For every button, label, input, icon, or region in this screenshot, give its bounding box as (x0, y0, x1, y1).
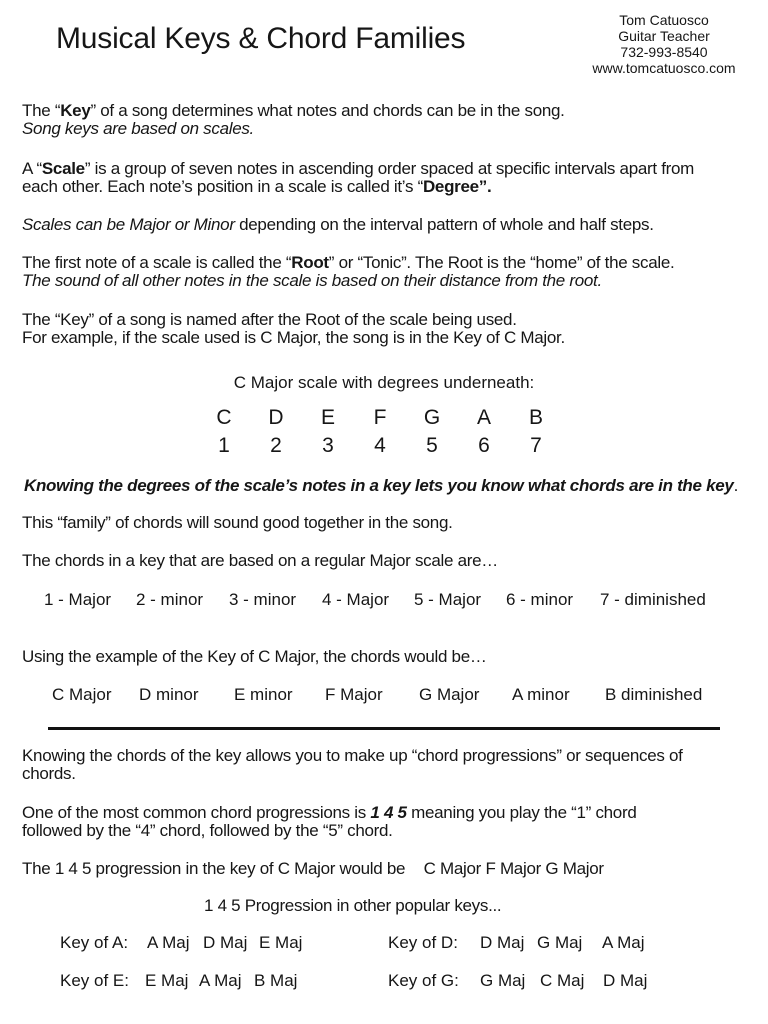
key-chord: D Maj (480, 933, 525, 952)
text: The 1 4 5 progression in the key of C Major would be (22, 859, 406, 878)
key-chord: A Maj (199, 971, 242, 990)
scale-note: C (216, 406, 232, 429)
key-label: Key of A: (60, 933, 129, 952)
key-chord: B Maj (254, 971, 298, 990)
text: depending on the interval pattern of whole and half steps. (234, 215, 654, 234)
scale-degree: 7 (530, 434, 542, 457)
chord-quality: 5 - Major (414, 590, 482, 609)
key-chord: C Maj (540, 971, 585, 990)
major-scale-line: The chords in a key that are based on a regular Major scale are… (22, 551, 498, 570)
text: The “ (22, 101, 61, 120)
page-title: Musical Keys & Chord Families (56, 22, 466, 55)
text: The “Key” of a song is named after the Root of the scale being used. (22, 310, 517, 329)
chord-name: D minor (139, 685, 199, 704)
text: meaning you play the “1” chord (406, 803, 637, 822)
progressions-intro (22, 747, 683, 783)
chord-quality: 7 - diminished (600, 590, 706, 609)
key-row (0, 933, 768, 955)
section-divider (48, 727, 720, 730)
chord-quality: 6 - minor (506, 590, 574, 609)
contact-info (574, 12, 754, 76)
key-chord: D Maj (603, 971, 648, 990)
chord-name: E minor (234, 685, 293, 704)
scale-degree: 1 (218, 434, 230, 457)
chord-name: A minor (512, 685, 570, 704)
key-definition (22, 102, 565, 138)
scale-caption: C Major scale with degrees underneath: (233, 373, 535, 392)
degrees-statement (24, 477, 738, 495)
chord-quality: 1 - Major (44, 590, 112, 609)
c-major-progression (22, 860, 604, 878)
scale-degree: 6 (478, 434, 490, 457)
chord-quality: 3 - minor (229, 590, 297, 609)
scale-note: F (373, 406, 387, 429)
contact-phone: 732-993-8540 (620, 44, 708, 60)
text: followed by the “4” chord, followed by the “5” chord. (22, 821, 393, 840)
scale-degree: 4 (374, 434, 386, 457)
scale-notes (198, 406, 562, 430)
chord-quality: 2 - minor (136, 590, 204, 609)
scale-note: B (528, 406, 543, 429)
common-progression (22, 804, 636, 840)
key-chord: G Maj (480, 971, 526, 990)
text: Scales can be Major or Minor (22, 215, 235, 234)
text: each other. Each note’s position in a scale is called it’s “ (22, 177, 423, 196)
key-chord: E Maj (259, 933, 303, 952)
contact-website: www.tomcatuosco.com (592, 60, 736, 76)
text: chords. (22, 764, 76, 783)
key-note: Song keys are based on scales. (22, 119, 254, 138)
text: The first note of a scale is called the “ (22, 253, 292, 272)
key-chord: A Maj (147, 933, 190, 952)
scale-degree: 2 (270, 434, 282, 457)
text: Knowing the chords of the key allows you to make up “chord progressions” or sequences of (22, 746, 683, 765)
contact-role: Guitar Teacher (618, 28, 710, 44)
chord-qualities (0, 590, 768, 612)
emphasis-text: Knowing the degrees of the scale’s notes in a key lets you know what chords are in the key (24, 476, 734, 495)
root-definition (22, 254, 674, 290)
text: For example, if the scale used is C Major, the song is in the Key of C Major. (22, 328, 565, 347)
root-term: Root (291, 253, 329, 272)
scale-types (22, 216, 654, 234)
c-major-chords (0, 685, 768, 707)
example-line: Using the example of the Key of C Major, the chords would be… (22, 647, 487, 666)
other-keys-caption: 1 4 5 Progression in other popular keys... (204, 896, 502, 915)
chord-name: C Major (52, 685, 112, 704)
chord-quality: 4 - Major (322, 590, 390, 609)
progression-chords: C Major F Major G Major (423, 859, 604, 878)
key-chord: E Maj (145, 971, 189, 990)
scale-note: A (476, 406, 491, 429)
key-chord: A Maj (602, 933, 645, 952)
key-chord: G Maj (537, 933, 583, 952)
key-label: Key of D: (388, 933, 458, 952)
text: ” of a song determines what notes and chords can be in the song. (90, 101, 565, 120)
progression-numbers: 1 4 5 (370, 803, 407, 822)
chord-name: F Major (325, 685, 383, 704)
scale-degrees (198, 434, 562, 458)
scale-note: D (268, 406, 284, 429)
key-chord: D Maj (203, 933, 248, 952)
key-label: Key of G: (388, 971, 459, 990)
scale-degree: 3 (322, 434, 334, 457)
scale-note: E (320, 406, 335, 429)
text: A “ (22, 159, 42, 178)
text: ” or “Tonic”. The Root is the “home” of the scale. (328, 253, 675, 272)
degree-term: Degree”. (422, 177, 492, 196)
text: . (733, 476, 739, 495)
contact-name: Tom Catuosco (619, 12, 709, 28)
family-line: This “family” of chords will sound good together in the song. (22, 513, 453, 532)
scale-definition (22, 160, 694, 196)
chord-name: G Major (419, 685, 480, 704)
key-row (0, 971, 768, 993)
text: ” is a group of seven notes in ascending order spaced at specific intervals apart from (84, 159, 695, 178)
root-note: The sound of all other notes in the scale is based on their distance from the root. (22, 271, 602, 290)
chord-name: B diminished (605, 685, 703, 704)
scale-note: G (423, 406, 441, 429)
key-term: Key (60, 101, 91, 120)
key-naming (22, 311, 565, 347)
key-label: Key of E: (60, 971, 129, 990)
text: One of the most common chord progressions is (22, 803, 371, 822)
scale-degree: 5 (426, 434, 438, 457)
scale-term: Scale (41, 159, 85, 178)
